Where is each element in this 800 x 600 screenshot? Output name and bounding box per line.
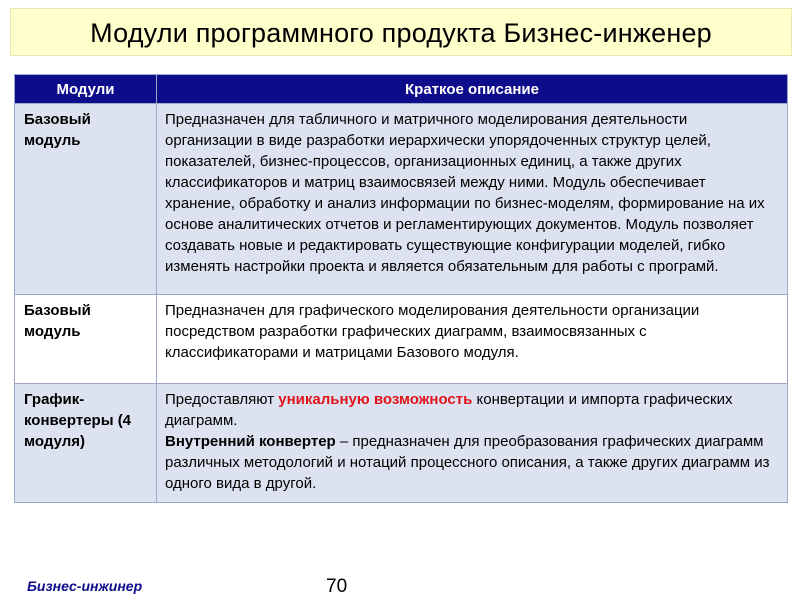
module-description-cell: Предназначен для табличного и матричного моделирования деятельности организации в виде разработки иерархически упорядоченных структур целей, показателей, бизнес-процессов, организационных единиц, а также других классификаторов и матриц взаимосвязей между ними. Модуль обеспечивает хранение, обработку и анализ информации по бизнес-моделям, формирование на их основе аналитических отчетов и регламентирующих документов. Модуль позволяет создавать новые и редактировать существующие конфигурации моделей, гибко изменять настройки проекта и является обязательным для работы с програмй. bbox=[157, 104, 788, 295]
module-name-cell: Базовый модуль bbox=[15, 104, 157, 295]
description-text: – предназначен для преобразования графических диаграмм различных методологий и нотаций процессного описания, а также других диаграмм из одного вида в другой. bbox=[165, 433, 770, 492]
module-name-cell: График-конвертеры (4 модуля) bbox=[15, 384, 157, 503]
title-banner bbox=[10, 8, 792, 56]
table-row bbox=[15, 384, 788, 503]
converter-term: Внутренний конвертер bbox=[165, 433, 336, 450]
modules-table bbox=[14, 74, 788, 503]
footer-brand: Бизнес-инжинер bbox=[27, 578, 143, 594]
page-number: 70 bbox=[326, 576, 348, 597]
module-description-cell bbox=[157, 384, 788, 503]
column-header-description: Краткое описание bbox=[157, 75, 788, 104]
module-name-cell: Базовый модуль bbox=[15, 295, 157, 384]
table-row bbox=[15, 104, 788, 295]
table-row bbox=[15, 295, 788, 384]
description-text: Предоставляют bbox=[165, 391, 279, 408]
module-description-cell: Предназначен для графического моделирования деятельности организации посредством разработки графических диаграмм, взаимосвязанных с классификаторами и матрицами Базового модуля. bbox=[157, 295, 788, 384]
page-title: Модули программного продукта Бизнес-инженер bbox=[90, 18, 712, 48]
highlighted-phrase: уникальную возможность bbox=[278, 391, 473, 408]
description-text: конвертации и импорта графических диаграмм. bbox=[165, 391, 733, 429]
table-header-row bbox=[15, 75, 788, 104]
column-header-modules: Модули bbox=[15, 75, 157, 104]
